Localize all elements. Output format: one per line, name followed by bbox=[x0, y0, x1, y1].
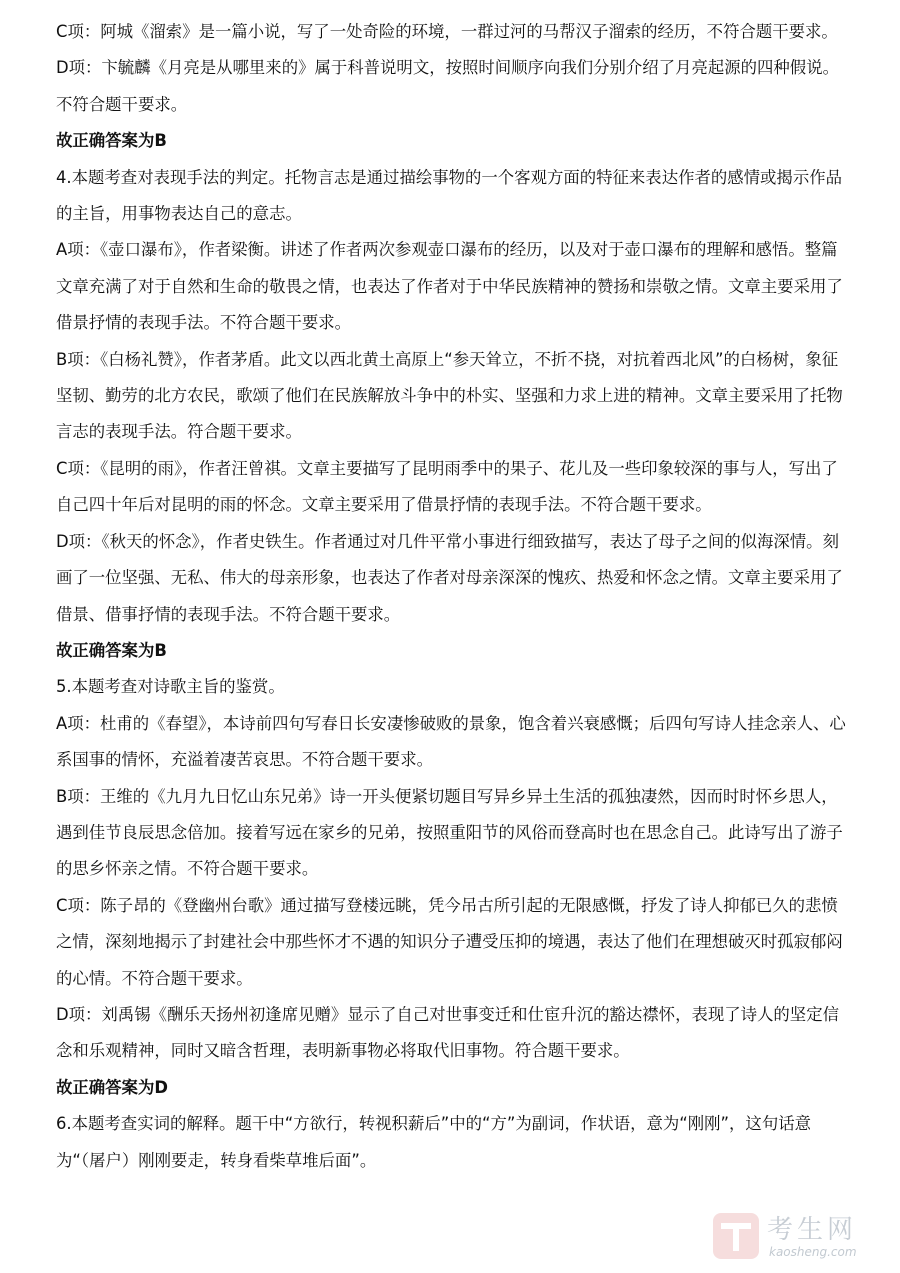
paragraph: A项：杜甫的《春望》，本诗前四句写春日长安凄惨破败的景象，饱含着兴衰感慨；后四句写诗人挂念亲人、心系国事的情怀，充溢着凄苦哀思。不符合题干要求。 bbox=[56, 713, 846, 770]
watermark-cn: 考生网 bbox=[767, 1215, 858, 1245]
paragraph: 4.本题考查对表现手法的判定。托物言志是通过描绘事物的一个客观方面的特征来表达作者的感情或揭示作品的主旨，用事物表达自己的意志。 bbox=[56, 167, 842, 224]
paragraph: C项：阿城《溜索》是一篇小说，写了一处奇险的环境，一群过河的马帮汉子溜索的经历，不符合题干要求。 bbox=[56, 22, 838, 41]
paragraph: 6.本题考查实词的解释。题干中“方欲行，转视积薪后”中的“方”为副词，作状语，意为“刚刚”，这句话意为“（屠户）刚刚要走，转身看柴草堆后面”。 bbox=[56, 1114, 811, 1170]
paragraph: D项：卞毓麟《月亮是从哪里来的》属于科普说明文，按照时间顺序向我们分别介绍了月亮起源的四种假说。不符合题干要求。 bbox=[56, 58, 839, 114]
paragraph: C项：《昆明的雨》，作者汪曾祺。文章主要描写了昆明雨季中的果子、花儿及一些印象较深的事与人，写出了自己四十年后对昆明的雨的怀念。文章主要采用了借景抒情的表现手法。不符合题干要求。 bbox=[56, 458, 838, 515]
paragraph: B项：《白杨礼赞》，作者茅盾。此文以西北黄土高原上“参天耸立，不折不挠，对抗着西北风”的白杨树，象征坚韧、勤劳的北方农民，歌颂了他们在民族解放斗争中的朴实、坚强和力求上进的精神。文章主要采用了托物言志的表现手法。符合题干要求。 bbox=[56, 349, 843, 442]
paragraph: B项：王维的《九月九日忆山东兄弟》诗一开头便紧切题目写异乡异土生活的孤独凄然，因而时时怀乡思人，遇到佳节良辰思念倍加。接着写远在家乡的兄弟，按照重阳节的风俗而登高时也在思念自己。此诗写出了游子的思乡怀亲之情。不符合题干要求。 bbox=[56, 786, 843, 879]
paragraph: C项：陈子昂的《登幽州台歌》通过描写登楼远眺，凭今吊古所引起的无限感慨，抒发了诗人抑郁已久的悲愤之情，深刻地揭示了封建社会中那些怀才不遇的知识分子遭受压抑的境遇，表达了他们在理想破灭时孤寂郁闷的心情。不符合题干要求。 bbox=[56, 895, 843, 988]
watermark-logo-icon bbox=[713, 1213, 759, 1259]
watermark bbox=[713, 1209, 878, 1267]
watermark-en: kaosheng.com bbox=[769, 1245, 857, 1259]
paragraph: 5.本题考查对诗歌主旨的鉴赏。 bbox=[56, 677, 285, 697]
paragraph: D项：刘禹锡《酬乐天扬州初逢席见赠》显示了自己对世事变迁和仕宦升沉的豁达襟怀，表现了诗人的坚定信念和乐观精神，同时又暗含哲理，表明新事物必将取代旧事物。符合题干要求。 bbox=[56, 1004, 839, 1061]
paragraph: A项：《壶口瀑布》，作者梁衡。讲述了作者两次参观壶口瀑布的经历，以及对于壶口瀑布的理解和感悟。整篇文章充满了对于自然和生命的敬畏之情，也表达了作者对于中华民族精神的赞扬和崇敬之情。文章主要采用了借景抒情的表现手法。不符合题干要求。 bbox=[56, 240, 843, 333]
paragraph: D项：《秋天的怀念》，作者史铁生。作者通过对几件平常小事进行细致描写，表达了母子之间的似海深情。刻画了一位坚强、无私、伟大的母亲形象，也表达了作者对母亲深深的愧疚、热爱和怀念之情。文章主要采用了借景、借事抒情的表现手法。不符合题干要求。 bbox=[56, 531, 843, 624]
document-body bbox=[56, 14, 846, 1179]
answer-line: 故正确答案为B bbox=[56, 640, 167, 660]
answer-line: 故正确答案为D bbox=[56, 1077, 168, 1097]
answer-line: 故正确答案为B bbox=[56, 131, 167, 151]
